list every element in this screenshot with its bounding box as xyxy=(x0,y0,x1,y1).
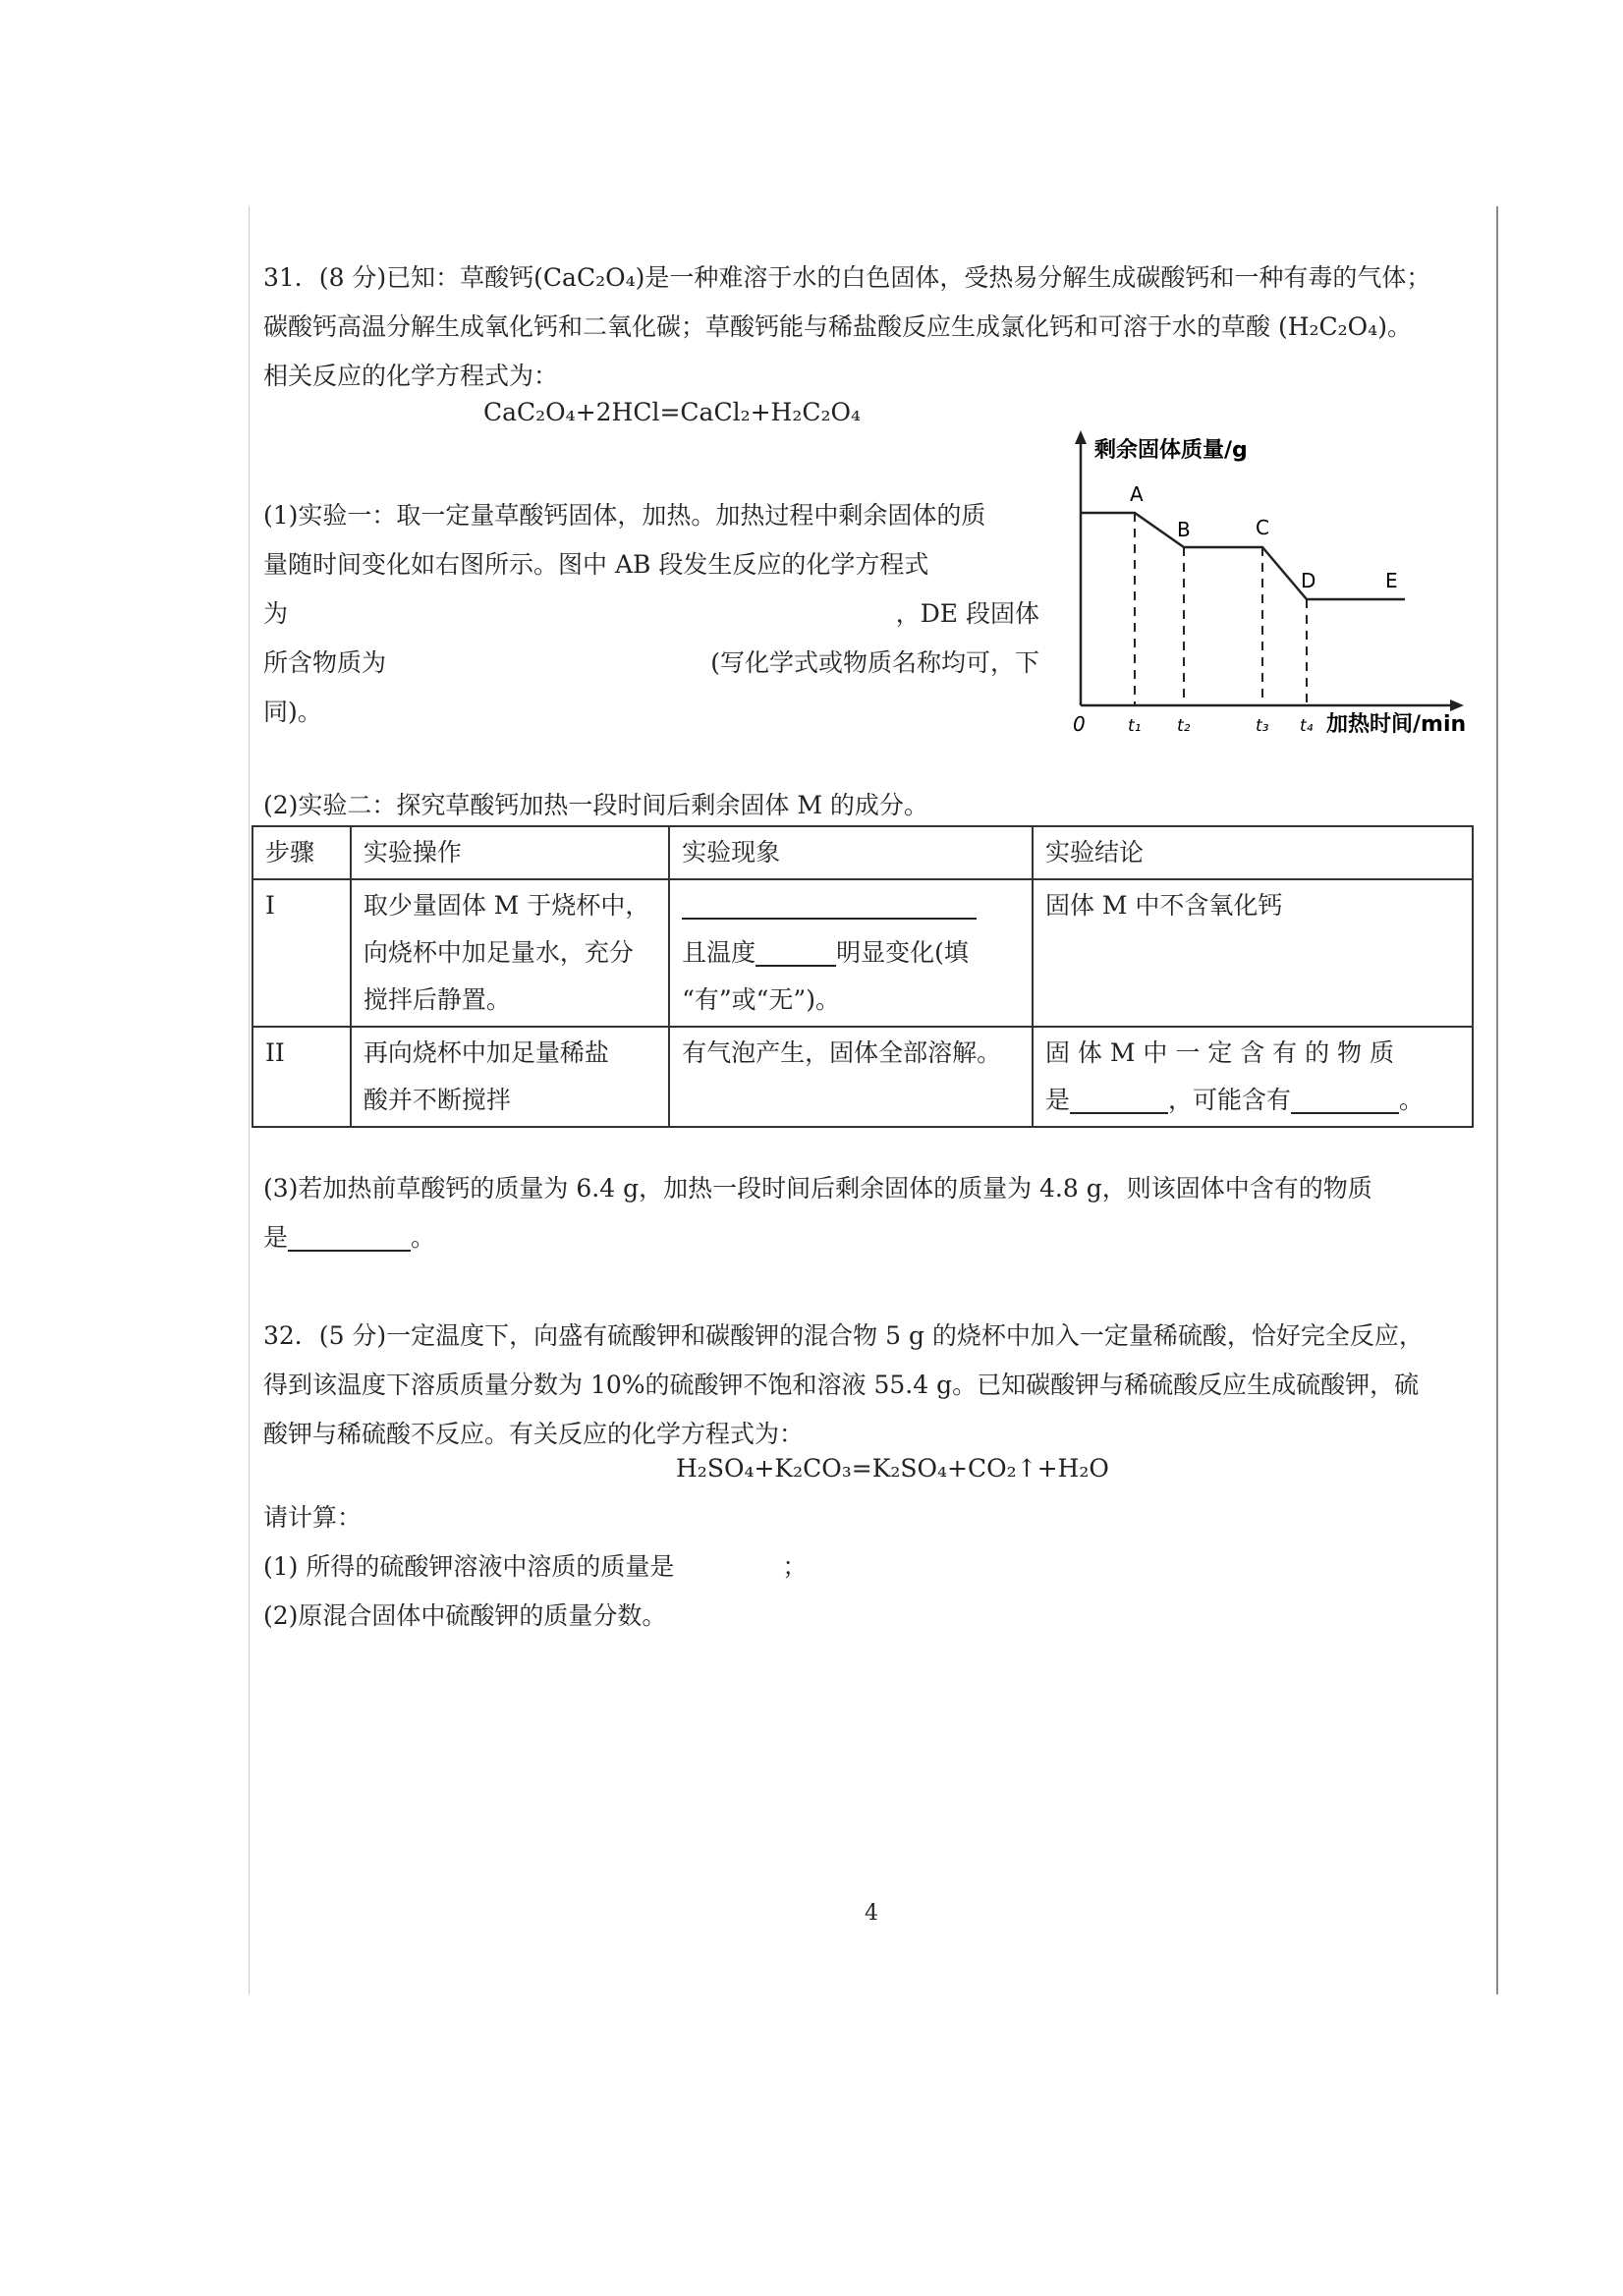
graph-origin: 0 xyxy=(1073,712,1086,736)
q31-p3-prefix: 是 xyxy=(263,1223,289,1252)
y-axis-arrow xyxy=(1075,430,1087,444)
q31-p1-line-4 xyxy=(263,639,1039,688)
left-margin-rule xyxy=(249,206,250,1994)
row1-step: I xyxy=(252,879,351,1027)
graph-y-label: 剩余固体质量/g xyxy=(1094,438,1248,463)
row1-observation-line-3: “有”或“无”)。 xyxy=(682,985,840,1014)
q31-p3-line-2 xyxy=(263,1213,1491,1262)
tick-t2: t₂ xyxy=(1177,716,1191,736)
mass-time-graph xyxy=(1061,422,1493,747)
row1-operation-line-3: 搅拌后静置。 xyxy=(363,985,511,1014)
point-d: D xyxy=(1301,569,1316,592)
q31-p1-line-4-start: 所含物质为 xyxy=(263,648,387,677)
row1-observation-temp-label: 且温度 xyxy=(682,938,756,967)
point-b: B xyxy=(1177,518,1191,541)
row1-conclusion: 固体 M 中不含氧化钙 xyxy=(1033,879,1473,1027)
row1-operation xyxy=(351,879,669,1027)
x-axis-arrow xyxy=(1450,700,1464,711)
q32-line-3: 酸钾与稀硫酸不反应。有关反应的化学方程式为： xyxy=(263,1420,805,1448)
page-number: 4 xyxy=(865,1901,878,1926)
tick-t3: t₃ xyxy=(1256,716,1269,736)
row1-observation xyxy=(669,879,1033,1027)
tick-t4: t₄ xyxy=(1300,716,1314,736)
graph-x-label: 加热时间/min xyxy=(1326,712,1467,737)
row2-conclusion-line-2 xyxy=(1045,1077,1460,1124)
row2-operation-line-2: 酸并不断搅拌 xyxy=(363,1086,511,1114)
q32-equation: H₂SO₄+K₂CO₃=K₂SO₄+CO₂↑+H₂O xyxy=(676,1454,1109,1483)
header-operation: 实验操作 xyxy=(351,826,669,879)
q31-intro-line-3: 相关反应的化学方程式为： xyxy=(263,362,559,390)
q31-part-3 xyxy=(263,1164,1491,1262)
point-a: A xyxy=(1130,482,1144,506)
table-header-row xyxy=(252,826,1473,879)
row2-conclusion-prefix: 是 xyxy=(1044,1086,1070,1114)
row1-temperature-blank xyxy=(756,937,836,967)
row1-observation-line-1 xyxy=(682,882,1020,929)
row2-possible-blank xyxy=(1291,1085,1399,1114)
row2-conclusion-end: 。 xyxy=(1398,1086,1424,1114)
q31-part-1 xyxy=(263,491,1039,737)
q31-p1-line-3-start: 为 xyxy=(263,599,289,628)
q31-p1-line-3-end: ，DE 段固体 xyxy=(895,599,1039,628)
point-c: C xyxy=(1256,516,1269,539)
q31-intro xyxy=(263,253,1491,401)
q31-p1-line-5: 同)。 xyxy=(263,698,322,726)
q32-line-4: 请计算： xyxy=(263,1503,363,1532)
q31-intro-line-2: 碳酸钙高温分解生成氧化钙和二氧化碳；草酸钙能与稀盐酸反应生成氯化钙和可溶于水的草酸 (H₂C₂O₄)。 xyxy=(263,312,1412,341)
row2-observation: 有气泡产生，固体全部溶解。 xyxy=(669,1027,1033,1127)
row2-operation xyxy=(351,1027,669,1127)
q32-line-1: 32．(5 分)一定温度下，向盛有硫酸钾和碳酸钾的混合物 5 g 的烧杯中加入一定量稀硫酸，恰好完全反应， xyxy=(263,1321,1424,1350)
table-row xyxy=(252,879,1473,1027)
q31-p1-line-4-end: (写化学式或物质名称均可，下 xyxy=(710,648,1039,677)
tick-t1: t₁ xyxy=(1128,716,1142,736)
q32-q1-end: ； xyxy=(782,1552,808,1581)
point-e: E xyxy=(1385,569,1398,592)
experiment-table xyxy=(252,825,1474,1128)
q31-p1-line-2: 量随时间变化如右图所示。图中 AB 段发生反应的化学方程式 xyxy=(263,550,929,579)
q32-intro xyxy=(263,1312,1491,1459)
q31-equation: CaC₂O₄+2HCl=CaCl₂+H₂C₂O₄ xyxy=(483,398,862,426)
q32-line-6: (2)原混合固体中硫酸钾的质量分数。 xyxy=(263,1601,667,1630)
row1-observation-temp-suffix: 明显变化(填 xyxy=(836,938,969,967)
q32-questions xyxy=(263,1493,1491,1641)
row1-operation-line-1: 取少量固体 M 于烧杯中， xyxy=(363,891,650,920)
row2-step: II xyxy=(252,1027,351,1127)
table-row xyxy=(252,1027,1473,1127)
header-observation: 实验现象 xyxy=(669,826,1033,879)
mass-curve xyxy=(1081,513,1405,599)
right-margin-rule xyxy=(1496,206,1498,1994)
q31-p3-line-1: (3)若加热前草酸钙的质量为 6.4 g，加热一段时间后剩余固体的质量为 4.8 g，则该固体中含有的物质 xyxy=(263,1174,1372,1203)
q32-q1-text: (1) 所得的硫酸钾溶液中溶质的质量是 xyxy=(263,1552,675,1581)
row2-conclusion xyxy=(1033,1027,1473,1127)
row2-conclusion-line-1: 固 体 M 中 一 定 含 有 的 物 质 xyxy=(1044,1038,1395,1067)
row2-definite-blank xyxy=(1070,1085,1168,1114)
q31-intro-line-1: 31．(8 分)已知：草酸钙(CaC₂O₄)是一种难溶于水的白色固体，受热易分解生成碳酸钙和一种有毒的气体； xyxy=(263,263,1431,292)
q32-line-2: 得到该温度下溶质质量分数为 10%的硫酸钾不饱和溶液 55.4 g。已知碳酸钾与稀硫酸反应生成硫酸钾，硫 xyxy=(263,1371,1420,1399)
q31-part-2-title: (2)实验二：探究草酸钙加热一段时间后剩余固体 M 的成分。 xyxy=(263,791,928,819)
row1-observation-line-2 xyxy=(682,929,1020,977)
q31-p1-line-3 xyxy=(263,589,1039,639)
row1-observation-blank xyxy=(682,890,977,920)
header-step: 步骤 xyxy=(252,826,351,879)
q31-p1-line-1: (1)实验一：取一定量草酸钙固体，加热。加热过程中剩余固体的质 xyxy=(263,501,986,530)
q31-p3-end: 。 xyxy=(411,1223,436,1252)
q31-p3-blank xyxy=(288,1222,411,1252)
q32-line-5 xyxy=(263,1542,1491,1592)
row2-operation-line-1: 再向烧杯中加足量稀盐 xyxy=(363,1038,609,1067)
row2-conclusion-middle: ，可能含有 xyxy=(1167,1086,1291,1114)
header-conclusion: 实验结论 xyxy=(1033,826,1473,879)
row1-operation-line-2: 向烧杯中加足量水，充分 xyxy=(363,938,634,967)
